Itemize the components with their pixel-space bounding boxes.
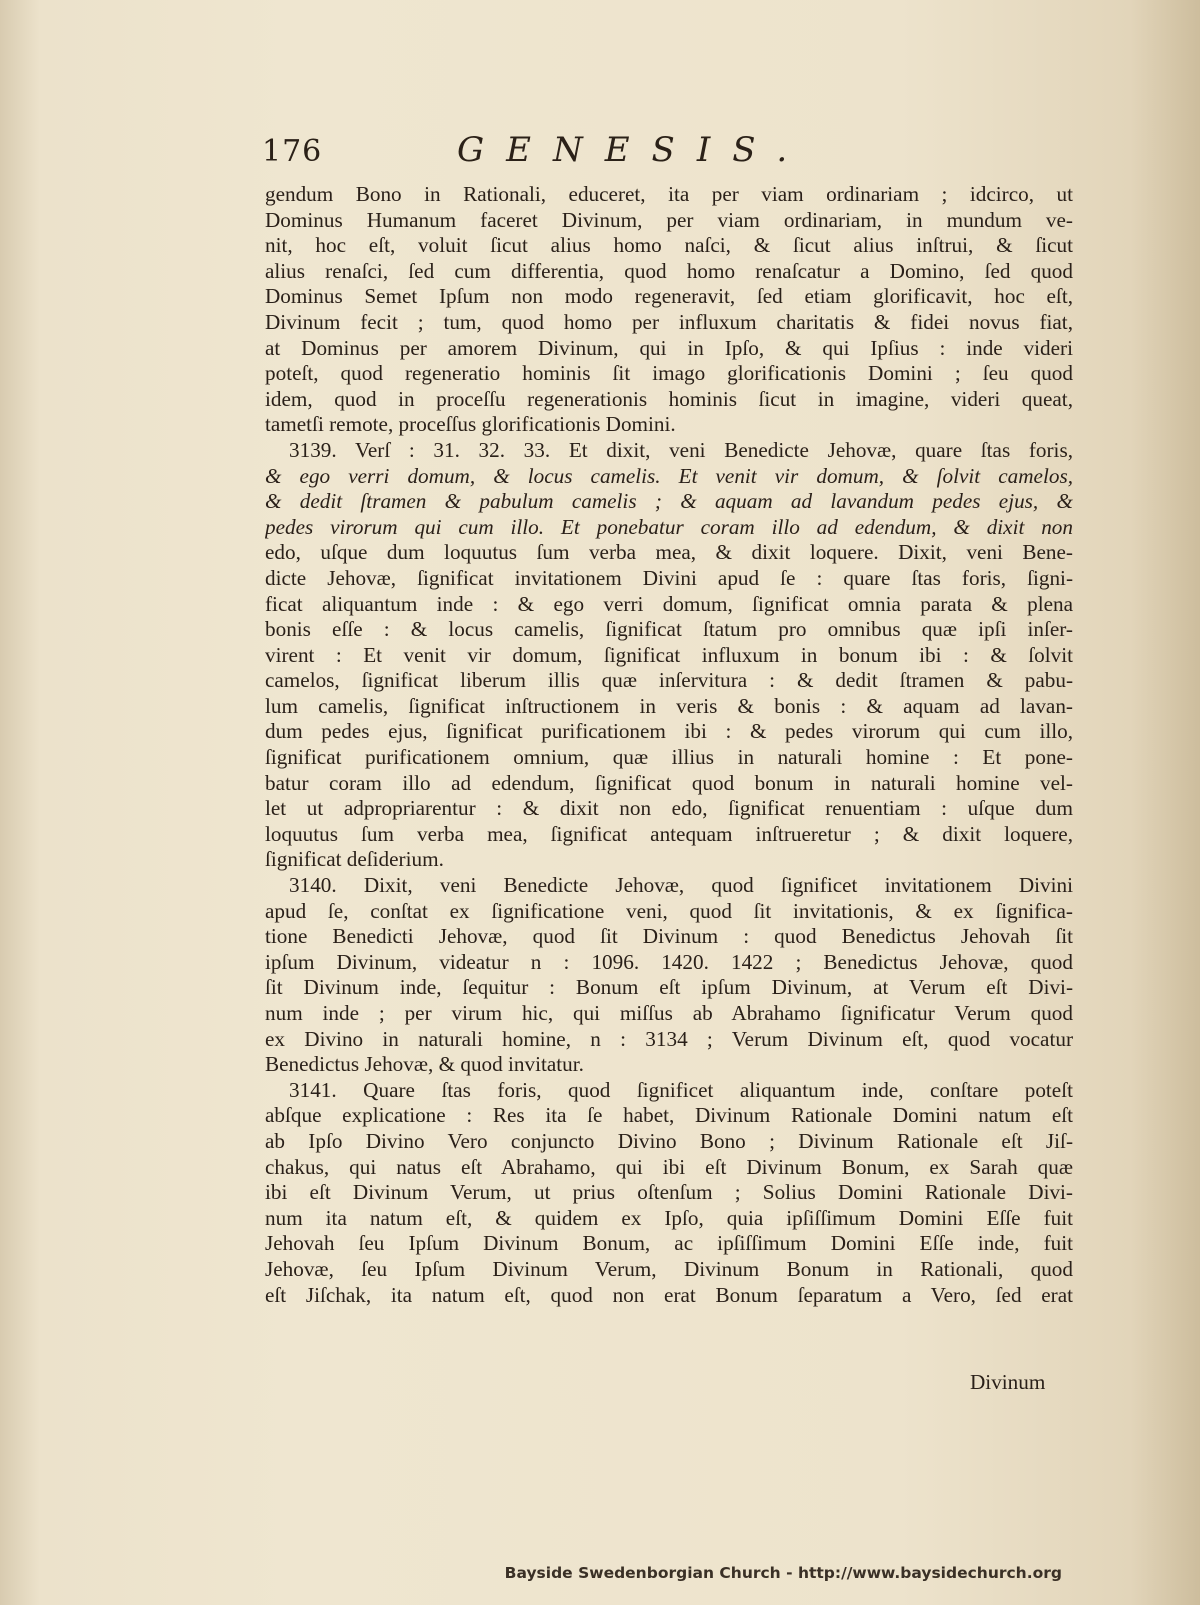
- text-line: & dedit ſtramen & pabulum camelis ; & aquam ad lavandum pedes ejus, &: [265, 489, 1073, 514]
- text-line: batur coram illo ad edendum, ſignificat quod bonum in naturali homine vel-: [265, 770, 1073, 795]
- text-line: Jehovæ, ſeu Ipſum Divinum Verum, Divinum Bonum in Rationali, quod: [265, 1256, 1073, 1281]
- text-line: bonis eſſe : & locus camelis, ſignificat ſtatum pro omnibus quæ ipſi inſer-: [265, 617, 1073, 642]
- text-line: Dominus Humanum faceret Divinum, per viam ordinariam, in mundum ve-: [265, 207, 1073, 232]
- catchword: Divinum: [970, 1370, 1046, 1394]
- text-line: virent : Et venit vir domum, ſignificat influxum in bonum ibi : & ſolvit: [265, 642, 1073, 667]
- text-line: Divinum fecit ; tum, quod homo per influxum charitatis & fidei novus fiat,: [265, 309, 1073, 334]
- paragraph-3139: [265, 438, 1073, 873]
- text-line: 3139. Verſ : 31. 32. 33. Et dixit, veni Benedicte Jehovæ, quare ſtas foris,: [289, 437, 1073, 462]
- text-line: ab Ipſo Divino Vero conjuncto Divino Bono ; Divinum Rationale eſt Jiſ-: [265, 1128, 1073, 1153]
- text-line: num inde ; per virum hic, qui miſſus ab Abrahamo ſignificatur Verum quod: [265, 1001, 1073, 1025]
- text-line: & ego verri domum, & locus camelis. Et venit vir domum, & ſolvit camelos,: [265, 463, 1073, 488]
- text-line: apud ſe, conſtat ex ſignificatione veni, quod ſit invitationis, & ex ſignifica-: [265, 898, 1073, 923]
- text-line: camelos, ſignificat liberum illis quæ inſervitura : & dedit ſtramen & pabu-: [265, 668, 1073, 693]
- text-line: Dominus Semet Ipſum non modo regeneravit, ſed etiam glorificavit, hoc eſt,: [265, 284, 1073, 309]
- text-line: Jehovah ſeu Ipſum Divinum Bonum, ac ipſiſſimum Domini Eſſe inde, fuit: [265, 1231, 1073, 1256]
- body-text: [265, 182, 1073, 1308]
- paragraph-continuation: [265, 182, 1073, 438]
- text-line: ficat aliquantum inde : & ego verri domum, ſignificat omnia parata & plena: [265, 591, 1073, 616]
- page-number: 176: [262, 134, 323, 169]
- text-line: tione Benedicti Jehovæ, quod ſit Divinum : quod Benedictus Jehovah ſit: [265, 924, 1073, 949]
- text-line: ipſum Divinum, videatur n : 1096. 1420. 1422 ; Benedictus Jehovæ, quod: [265, 949, 1073, 974]
- text-line: dum pedes ejus, ſignificat purificationem ibi : & pedes virorum qui cum illo,: [265, 719, 1073, 744]
- text-line: ſit Divinum inde, ſequitur : Bonum eſt ipſum Divinum, at Verum eſt Divi-: [265, 975, 1073, 1000]
- footer-credit: Bayside Swedenborgian Church - http://www.baysidechurch.org: [504, 1564, 1062, 1582]
- text-line: lum camelis, ſignificat inſtructionem in veris & bonis : & aquam ad lavan-: [265, 693, 1073, 718]
- page-header: [262, 130, 1082, 180]
- text-line: abſque explicatione : Res ita ſe habet, Divinum Rationale Domini natum eſt: [265, 1103, 1073, 1128]
- text-line: tametſi remote, proceſſus glorificationis Domini.: [265, 412, 676, 437]
- text-line: idem, quod in proceſſu regenerationis hominis ſicut in imagine, videri queat,: [265, 386, 1073, 411]
- text-line: ex Divino in naturali homine, n : 3134 ; Verum Divinum eſt, quod vocatur: [265, 1026, 1073, 1051]
- text-line: 3140. Dixit, veni Benedicte Jehovæ, quod ſignificet invitationem Divini: [289, 873, 1073, 898]
- text-line: poteſt, quod regeneratio hominis ſit imago glorificationis Domini ; ſeu quod: [265, 361, 1073, 386]
- text-line: chakus, qui natus eſt Abrahamo, qui ibi eſt Divinum Bonum, ex Sarah quæ: [265, 1154, 1073, 1179]
- text-line: alius renaſci, ſed cum differentia, quod homo renaſcatur a Domino, ſed quod: [265, 258, 1073, 283]
- text-line: nit, hoc eſt, voluit ſicut alius homo naſci, & ſicut alius inſtrui, & ſicut: [265, 233, 1073, 258]
- text-line: num ita natum eſt, & quidem ex Ipſo, quia ipſiſſimum Domini Eſſe fuit: [265, 1205, 1073, 1230]
- text-line: ibi eſt Divinum Verum, ut prius oſtenſum ; Solius Domini Rationale Divi-: [265, 1180, 1073, 1205]
- text-line: Benedictus Jehovæ, & quod invitatur.: [265, 1052, 584, 1077]
- paragraph-3140: [265, 873, 1073, 1078]
- text-line: let ut adpropriarentur : & dixit non edo, ſignificat renuentiam : uſque dum: [265, 796, 1073, 821]
- text-line: edo, uſque dum loquutus ſum verba mea, & dixit loquere. Dixit, veni Bene-: [265, 540, 1073, 565]
- text-line: eſt Jiſchak, ita natum eſt, quod non erat Bonum ſeparatum a Vero, ſed erat: [265, 1282, 1073, 1307]
- running-title: GENESIS.: [457, 130, 810, 170]
- text-line: dicte Jehovæ, ſignificat invitationem Divini apud ſe : quare ſtas foris, ſigni-: [265, 565, 1073, 590]
- text-line: ſignificat purificationem omnium, quæ illius in naturali homine : Et pone-: [265, 745, 1073, 770]
- text-line: gendum Bono in Rationali, educeret, ita per viam ordinariam ; idcirco, ut: [265, 182, 1073, 206]
- text-line: loquutus ſum verba mea, ſignificat antequam inſtrueretur ; & dixit loquere,: [265, 821, 1073, 846]
- text-line: pedes virorum qui cum illo. Et ponebatur coram illo ad edendum, & dixit non: [265, 514, 1073, 539]
- text-line: ſignificat deſiderium.: [265, 847, 444, 872]
- text-line: at Dominus per amorem Divinum, qui in Ipſo, & qui Ipſius : inde videri: [265, 335, 1073, 360]
- paragraph-3141: [265, 1078, 1073, 1308]
- text-line: 3141. Quare ſtas foris, quod ſignificet aliquantum inde, conſtare poteſt: [289, 1077, 1073, 1102]
